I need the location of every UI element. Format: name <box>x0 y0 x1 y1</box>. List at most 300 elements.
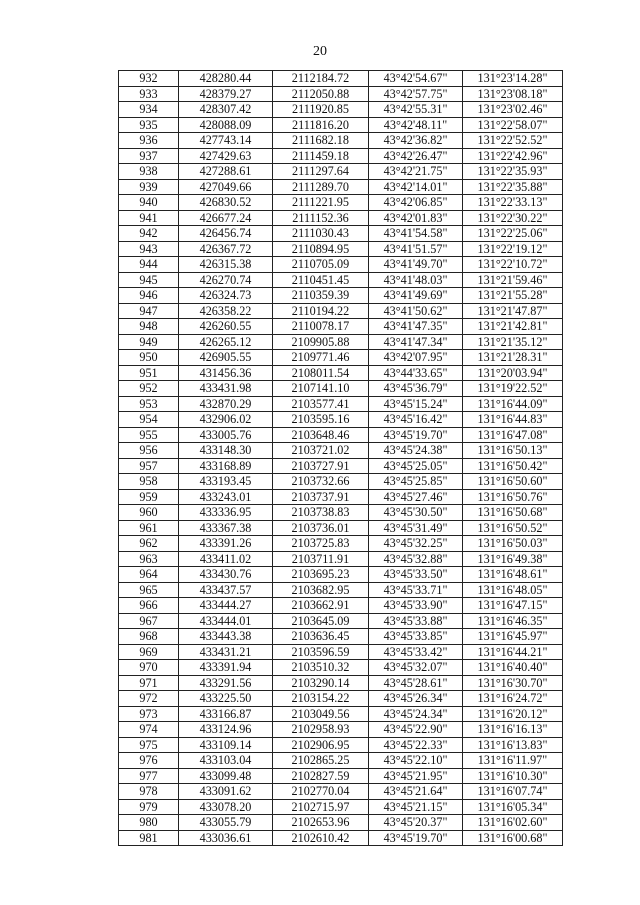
y-coordinate-cell: 2102653.96 <box>273 815 369 831</box>
longitude-cell: 131°16'00.68" <box>463 830 563 846</box>
x-coordinate-cell: 426905.55 <box>179 350 273 366</box>
latitude-cell: 43°45'16.42" <box>369 412 463 428</box>
x-coordinate-cell: 433124.96 <box>179 722 273 738</box>
table-row <box>119 629 563 645</box>
longitude-cell: 131°22'10.72" <box>463 257 563 273</box>
table-row <box>119 799 563 815</box>
longitude-cell: 131°22'35.93" <box>463 164 563 180</box>
x-coordinate-cell: 433367.38 <box>179 520 273 536</box>
table-row <box>119 102 563 118</box>
longitude-cell: 131°16'50.13" <box>463 443 563 459</box>
point-number-cell: 964 <box>119 567 179 583</box>
latitude-cell: 43°42'55.31" <box>369 102 463 118</box>
point-number-cell: 937 <box>119 148 179 164</box>
latitude-cell: 43°41'47.34" <box>369 334 463 350</box>
y-coordinate-cell: 2103711.91 <box>273 551 369 567</box>
point-number-cell: 961 <box>119 520 179 536</box>
x-coordinate-cell: 427429.63 <box>179 148 273 164</box>
y-coordinate-cell: 2111682.18 <box>273 133 369 149</box>
x-coordinate-cell: 433036.61 <box>179 830 273 846</box>
point-number-cell: 972 <box>119 691 179 707</box>
longitude-cell: 131°21'59.46" <box>463 272 563 288</box>
longitude-cell: 131°22'19.12" <box>463 241 563 257</box>
latitude-cell: 43°45'28.61" <box>369 675 463 691</box>
x-coordinate-cell: 433291.56 <box>179 675 273 691</box>
y-coordinate-cell: 2103695.23 <box>273 567 369 583</box>
latitude-cell: 43°41'49.69" <box>369 288 463 304</box>
x-coordinate-cell: 427049.66 <box>179 179 273 195</box>
point-number-cell: 978 <box>119 784 179 800</box>
latitude-cell: 43°45'31.49" <box>369 520 463 536</box>
table-row <box>119 489 563 505</box>
latitude-cell: 43°41'54.58" <box>369 226 463 242</box>
table-row <box>119 148 563 164</box>
x-coordinate-cell: 428307.42 <box>179 102 273 118</box>
latitude-cell: 43°42'14.01" <box>369 179 463 195</box>
point-number-cell: 980 <box>119 815 179 831</box>
latitude-cell: 43°42'36.82" <box>369 133 463 149</box>
y-coordinate-cell: 2109771.46 <box>273 350 369 366</box>
latitude-cell: 43°44'33.65" <box>369 365 463 381</box>
point-number-cell: 959 <box>119 489 179 505</box>
x-coordinate-cell: 433431.98 <box>179 381 273 397</box>
x-coordinate-cell: 426315.38 <box>179 257 273 273</box>
point-number-cell: 945 <box>119 272 179 288</box>
table-row <box>119 257 563 273</box>
table-row <box>119 598 563 614</box>
table-row <box>119 226 563 242</box>
x-coordinate-cell: 433411.02 <box>179 551 273 567</box>
y-coordinate-cell: 2102610.42 <box>273 830 369 846</box>
table-row <box>119 613 563 629</box>
y-coordinate-cell: 2111297.64 <box>273 164 369 180</box>
longitude-cell: 131°21'42.81" <box>463 319 563 335</box>
point-number-cell: 960 <box>119 505 179 521</box>
y-coordinate-cell: 2103732.66 <box>273 474 369 490</box>
latitude-cell: 43°45'33.90" <box>369 598 463 614</box>
latitude-cell: 43°45'22.90" <box>369 722 463 738</box>
x-coordinate-cell: 433091.62 <box>179 784 273 800</box>
x-coordinate-cell: 433225.50 <box>179 691 273 707</box>
y-coordinate-cell: 2103290.14 <box>273 675 369 691</box>
table-row <box>119 675 563 691</box>
latitude-cell: 43°42'01.83" <box>369 210 463 226</box>
longitude-cell: 131°16'10.30" <box>463 768 563 784</box>
y-coordinate-cell: 2108011.54 <box>273 365 369 381</box>
longitude-cell: 131°16'11.97" <box>463 753 563 769</box>
latitude-cell: 43°45'36.79" <box>369 381 463 397</box>
longitude-cell: 131°23'14.28" <box>463 71 563 87</box>
table-row <box>119 71 563 87</box>
latitude-cell: 43°41'50.62" <box>369 303 463 319</box>
longitude-cell: 131°20'03.94" <box>463 365 563 381</box>
y-coordinate-cell: 2111920.85 <box>273 102 369 118</box>
y-coordinate-cell: 2107141.10 <box>273 381 369 397</box>
point-number-cell: 935 <box>119 117 179 133</box>
longitude-cell: 131°16'40.40" <box>463 660 563 676</box>
longitude-cell: 131°23'02.46" <box>463 102 563 118</box>
longitude-cell: 131°16'48.61" <box>463 567 563 583</box>
longitude-cell: 131°16'30.70" <box>463 675 563 691</box>
point-number-cell: 936 <box>119 133 179 149</box>
y-coordinate-cell: 2112050.88 <box>273 86 369 102</box>
y-coordinate-cell: 2103725.83 <box>273 536 369 552</box>
x-coordinate-cell: 426677.24 <box>179 210 273 226</box>
point-number-cell: 940 <box>119 195 179 211</box>
y-coordinate-cell: 2110359.39 <box>273 288 369 304</box>
y-coordinate-cell: 2103737.91 <box>273 489 369 505</box>
y-coordinate-cell: 2102865.25 <box>273 753 369 769</box>
latitude-cell: 43°45'30.50" <box>369 505 463 521</box>
table-row <box>119 660 563 676</box>
latitude-cell: 43°45'19.70" <box>369 427 463 443</box>
y-coordinate-cell: 2103154.22 <box>273 691 369 707</box>
longitude-cell: 131°16'50.60" <box>463 474 563 490</box>
y-coordinate-cell: 2103738.83 <box>273 505 369 521</box>
x-coordinate-cell: 433444.01 <box>179 613 273 629</box>
y-coordinate-cell: 2109905.88 <box>273 334 369 350</box>
point-number-cell: 948 <box>119 319 179 335</box>
y-coordinate-cell: 2103727.91 <box>273 458 369 474</box>
x-coordinate-cell: 433444.27 <box>179 598 273 614</box>
table-row <box>119 195 563 211</box>
point-number-cell: 962 <box>119 536 179 552</box>
y-coordinate-cell: 2111289.70 <box>273 179 369 195</box>
longitude-cell: 131°16'45.97" <box>463 629 563 645</box>
y-coordinate-cell: 2102906.95 <box>273 737 369 753</box>
point-number-cell: 942 <box>119 226 179 242</box>
table-row <box>119 133 563 149</box>
table-row <box>119 350 563 366</box>
table-row <box>119 567 563 583</box>
point-number-cell: 977 <box>119 768 179 784</box>
x-coordinate-cell: 426265.12 <box>179 334 273 350</box>
longitude-cell: 131°22'52.52" <box>463 133 563 149</box>
latitude-cell: 43°45'33.85" <box>369 629 463 645</box>
table-row <box>119 753 563 769</box>
table-row <box>119 443 563 459</box>
point-number-cell: 967 <box>119 613 179 629</box>
longitude-cell: 131°16'50.76" <box>463 489 563 505</box>
table-row <box>119 319 563 335</box>
y-coordinate-cell: 2110451.45 <box>273 272 369 288</box>
table-row <box>119 272 563 288</box>
point-number-cell: 939 <box>119 179 179 195</box>
point-number-cell: 953 <box>119 396 179 412</box>
longitude-cell: 131°16'05.34" <box>463 799 563 815</box>
y-coordinate-cell: 2103682.95 <box>273 582 369 598</box>
table-row <box>119 458 563 474</box>
x-coordinate-cell: 433103.04 <box>179 753 273 769</box>
y-coordinate-cell: 2103736.01 <box>273 520 369 536</box>
point-number-cell: 946 <box>119 288 179 304</box>
x-coordinate-cell: 433431.21 <box>179 644 273 660</box>
longitude-cell: 131°16'20.12" <box>463 706 563 722</box>
latitude-cell: 43°45'26.34" <box>369 691 463 707</box>
table-row <box>119 722 563 738</box>
table-row <box>119 86 563 102</box>
longitude-cell: 131°16'44.83" <box>463 412 563 428</box>
table-row <box>119 303 563 319</box>
table-row <box>119 412 563 428</box>
point-number-cell: 947 <box>119 303 179 319</box>
latitude-cell: 43°45'27.46" <box>369 489 463 505</box>
x-coordinate-cell: 428280.44 <box>179 71 273 87</box>
longitude-cell: 131°19'22.52" <box>463 381 563 397</box>
x-coordinate-cell: 426830.52 <box>179 195 273 211</box>
longitude-cell: 131°16'47.08" <box>463 427 563 443</box>
y-coordinate-cell: 2102715.97 <box>273 799 369 815</box>
longitude-cell: 131°21'35.12" <box>463 334 563 350</box>
longitude-cell: 131°22'58.07" <box>463 117 563 133</box>
latitude-cell: 43°41'51.57" <box>369 241 463 257</box>
table-row <box>119 210 563 226</box>
longitude-cell: 131°16'44.09" <box>463 396 563 412</box>
longitude-cell: 131°22'30.22" <box>463 210 563 226</box>
table-row <box>119 706 563 722</box>
x-coordinate-cell: 432870.29 <box>179 396 273 412</box>
latitude-cell: 43°42'48.11" <box>369 117 463 133</box>
x-coordinate-cell: 427288.61 <box>179 164 273 180</box>
longitude-cell: 131°16'44.21" <box>463 644 563 660</box>
x-coordinate-cell: 433166.87 <box>179 706 273 722</box>
x-coordinate-cell: 428379.27 <box>179 86 273 102</box>
longitude-cell: 131°22'42.96" <box>463 148 563 164</box>
longitude-cell: 131°23'08.18" <box>463 86 563 102</box>
point-number-cell: 938 <box>119 164 179 180</box>
point-number-cell: 934 <box>119 102 179 118</box>
point-number-cell: 941 <box>119 210 179 226</box>
coordinates-table <box>118 70 563 846</box>
table-row <box>119 582 563 598</box>
latitude-cell: 43°41'49.70" <box>369 257 463 273</box>
x-coordinate-cell: 427743.14 <box>179 133 273 149</box>
x-coordinate-cell: 433148.30 <box>179 443 273 459</box>
table-row <box>119 830 563 846</box>
latitude-cell: 43°45'21.95" <box>369 768 463 784</box>
latitude-cell: 43°45'32.88" <box>369 551 463 567</box>
y-coordinate-cell: 2102770.04 <box>273 784 369 800</box>
table-row <box>119 505 563 521</box>
y-coordinate-cell: 2110894.95 <box>273 241 369 257</box>
longitude-cell: 131°16'24.72" <box>463 691 563 707</box>
x-coordinate-cell: 426324.73 <box>179 288 273 304</box>
table-row <box>119 768 563 784</box>
latitude-cell: 43°41'48.03" <box>369 272 463 288</box>
x-coordinate-cell: 431456.36 <box>179 365 273 381</box>
latitude-cell: 43°42'06.85" <box>369 195 463 211</box>
y-coordinate-cell: 2111221.95 <box>273 195 369 211</box>
longitude-cell: 131°16'49.38" <box>463 551 563 567</box>
table-row <box>119 815 563 831</box>
longitude-cell: 131°21'47.87" <box>463 303 563 319</box>
point-number-cell: 965 <box>119 582 179 598</box>
table-row <box>119 737 563 753</box>
table-row <box>119 241 563 257</box>
point-number-cell: 954 <box>119 412 179 428</box>
longitude-cell: 131°16'50.68" <box>463 505 563 521</box>
latitude-cell: 43°45'33.71" <box>369 582 463 598</box>
y-coordinate-cell: 2103645.09 <box>273 613 369 629</box>
latitude-cell: 43°45'21.64" <box>369 784 463 800</box>
y-coordinate-cell: 2103049.56 <box>273 706 369 722</box>
table-row <box>119 427 563 443</box>
x-coordinate-cell: 433243.01 <box>179 489 273 505</box>
latitude-cell: 43°45'22.33" <box>369 737 463 753</box>
y-coordinate-cell: 2111152.36 <box>273 210 369 226</box>
latitude-cell: 43°42'54.67" <box>369 71 463 87</box>
point-number-cell: 952 <box>119 381 179 397</box>
point-number-cell: 950 <box>119 350 179 366</box>
latitude-cell: 43°45'24.38" <box>369 443 463 459</box>
latitude-cell: 43°42'26.47" <box>369 148 463 164</box>
point-number-cell: 969 <box>119 644 179 660</box>
x-coordinate-cell: 433391.26 <box>179 536 273 552</box>
longitude-cell: 131°16'16.13" <box>463 722 563 738</box>
point-number-cell: 951 <box>119 365 179 381</box>
x-coordinate-cell: 426260.55 <box>179 319 273 335</box>
y-coordinate-cell: 2111030.43 <box>273 226 369 242</box>
x-coordinate-cell: 426270.74 <box>179 272 273 288</box>
x-coordinate-cell: 433099.48 <box>179 768 273 784</box>
point-number-cell: 968 <box>119 629 179 645</box>
point-number-cell: 976 <box>119 753 179 769</box>
latitude-cell: 43°45'25.05" <box>369 458 463 474</box>
x-coordinate-cell: 426367.72 <box>179 241 273 257</box>
point-number-cell: 975 <box>119 737 179 753</box>
point-number-cell: 944 <box>119 257 179 273</box>
point-number-cell: 973 <box>119 706 179 722</box>
x-coordinate-cell: 428088.09 <box>179 117 273 133</box>
x-coordinate-cell: 433168.89 <box>179 458 273 474</box>
table-row <box>119 288 563 304</box>
point-number-cell: 949 <box>119 334 179 350</box>
y-coordinate-cell: 2111816.20 <box>273 117 369 133</box>
longitude-cell: 131°16'46.35" <box>463 613 563 629</box>
point-number-cell: 970 <box>119 660 179 676</box>
x-coordinate-cell: 433391.94 <box>179 660 273 676</box>
table-row <box>119 520 563 536</box>
longitude-cell: 131°16'07.74" <box>463 784 563 800</box>
latitude-cell: 43°45'33.42" <box>369 644 463 660</box>
longitude-cell: 131°16'48.05" <box>463 582 563 598</box>
table-row <box>119 164 563 180</box>
latitude-cell: 43°45'20.37" <box>369 815 463 831</box>
latitude-cell: 43°45'32.07" <box>369 660 463 676</box>
longitude-cell: 131°16'50.52" <box>463 520 563 536</box>
longitude-cell: 131°16'50.42" <box>463 458 563 474</box>
latitude-cell: 43°45'22.10" <box>369 753 463 769</box>
point-number-cell: 966 <box>119 598 179 614</box>
table-row <box>119 117 563 133</box>
x-coordinate-cell: 433437.57 <box>179 582 273 598</box>
table-row <box>119 551 563 567</box>
y-coordinate-cell: 2112184.72 <box>273 71 369 87</box>
point-number-cell: 955 <box>119 427 179 443</box>
table-row <box>119 644 563 660</box>
point-number-cell: 956 <box>119 443 179 459</box>
x-coordinate-cell: 426456.74 <box>179 226 273 242</box>
longitude-cell: 131°16'02.60" <box>463 815 563 831</box>
y-coordinate-cell: 2110078.17 <box>273 319 369 335</box>
point-number-cell: 933 <box>119 86 179 102</box>
latitude-cell: 43°45'19.70" <box>369 830 463 846</box>
point-number-cell: 943 <box>119 241 179 257</box>
x-coordinate-cell: 433055.79 <box>179 815 273 831</box>
table-row <box>119 334 563 350</box>
longitude-cell: 131°16'47.15" <box>463 598 563 614</box>
y-coordinate-cell: 2103595.16 <box>273 412 369 428</box>
y-coordinate-cell: 2111459.18 <box>273 148 369 164</box>
latitude-cell: 43°45'33.50" <box>369 567 463 583</box>
point-number-cell: 958 <box>119 474 179 490</box>
point-number-cell: 963 <box>119 551 179 567</box>
latitude-cell: 43°45'21.15" <box>369 799 463 815</box>
table-row <box>119 365 563 381</box>
y-coordinate-cell: 2103577.41 <box>273 396 369 412</box>
x-coordinate-cell: 432906.02 <box>179 412 273 428</box>
x-coordinate-cell: 433443.38 <box>179 629 273 645</box>
latitude-cell: 43°41'47.35" <box>369 319 463 335</box>
table-row <box>119 179 563 195</box>
x-coordinate-cell: 433336.95 <box>179 505 273 521</box>
y-coordinate-cell: 2102827.59 <box>273 768 369 784</box>
x-coordinate-cell: 433078.20 <box>179 799 273 815</box>
longitude-cell: 131°22'25.06" <box>463 226 563 242</box>
y-coordinate-cell: 2103596.59 <box>273 644 369 660</box>
point-number-cell: 971 <box>119 675 179 691</box>
y-coordinate-cell: 2103636.45 <box>273 629 369 645</box>
point-number-cell: 974 <box>119 722 179 738</box>
latitude-cell: 43°45'24.34" <box>369 706 463 722</box>
latitude-cell: 43°45'15.24" <box>369 396 463 412</box>
latitude-cell: 43°42'21.75" <box>369 164 463 180</box>
y-coordinate-cell: 2103648.46 <box>273 427 369 443</box>
x-coordinate-cell: 433109.14 <box>179 737 273 753</box>
y-coordinate-cell: 2103662.91 <box>273 598 369 614</box>
table-row <box>119 536 563 552</box>
table-row <box>119 396 563 412</box>
latitude-cell: 43°42'07.95" <box>369 350 463 366</box>
x-coordinate-cell: 433430.76 <box>179 567 273 583</box>
longitude-cell: 131°21'55.28" <box>463 288 563 304</box>
latitude-cell: 43°45'32.25" <box>369 536 463 552</box>
x-coordinate-cell: 433005.76 <box>179 427 273 443</box>
table-row <box>119 381 563 397</box>
y-coordinate-cell: 2103510.32 <box>273 660 369 676</box>
x-coordinate-cell: 426358.22 <box>179 303 273 319</box>
point-number-cell: 957 <box>119 458 179 474</box>
longitude-cell: 131°22'33.13" <box>463 195 563 211</box>
latitude-cell: 43°45'33.88" <box>369 613 463 629</box>
page-number: 20 <box>313 44 327 59</box>
point-number-cell: 981 <box>119 830 179 846</box>
coordinates-table-body <box>119 71 563 846</box>
point-number-cell: 979 <box>119 799 179 815</box>
point-number-cell: 932 <box>119 71 179 87</box>
longitude-cell: 131°21'28.31" <box>463 350 563 366</box>
y-coordinate-cell: 2102958.93 <box>273 722 369 738</box>
table-row <box>119 474 563 490</box>
table-row <box>119 784 563 800</box>
latitude-cell: 43°45'25.85" <box>369 474 463 490</box>
longitude-cell: 131°22'35.88" <box>463 179 563 195</box>
y-coordinate-cell: 2110705.09 <box>273 257 369 273</box>
y-coordinate-cell: 2110194.22 <box>273 303 369 319</box>
y-coordinate-cell: 2103721.02 <box>273 443 369 459</box>
longitude-cell: 131°16'13.83" <box>463 737 563 753</box>
longitude-cell: 131°16'50.03" <box>463 536 563 552</box>
